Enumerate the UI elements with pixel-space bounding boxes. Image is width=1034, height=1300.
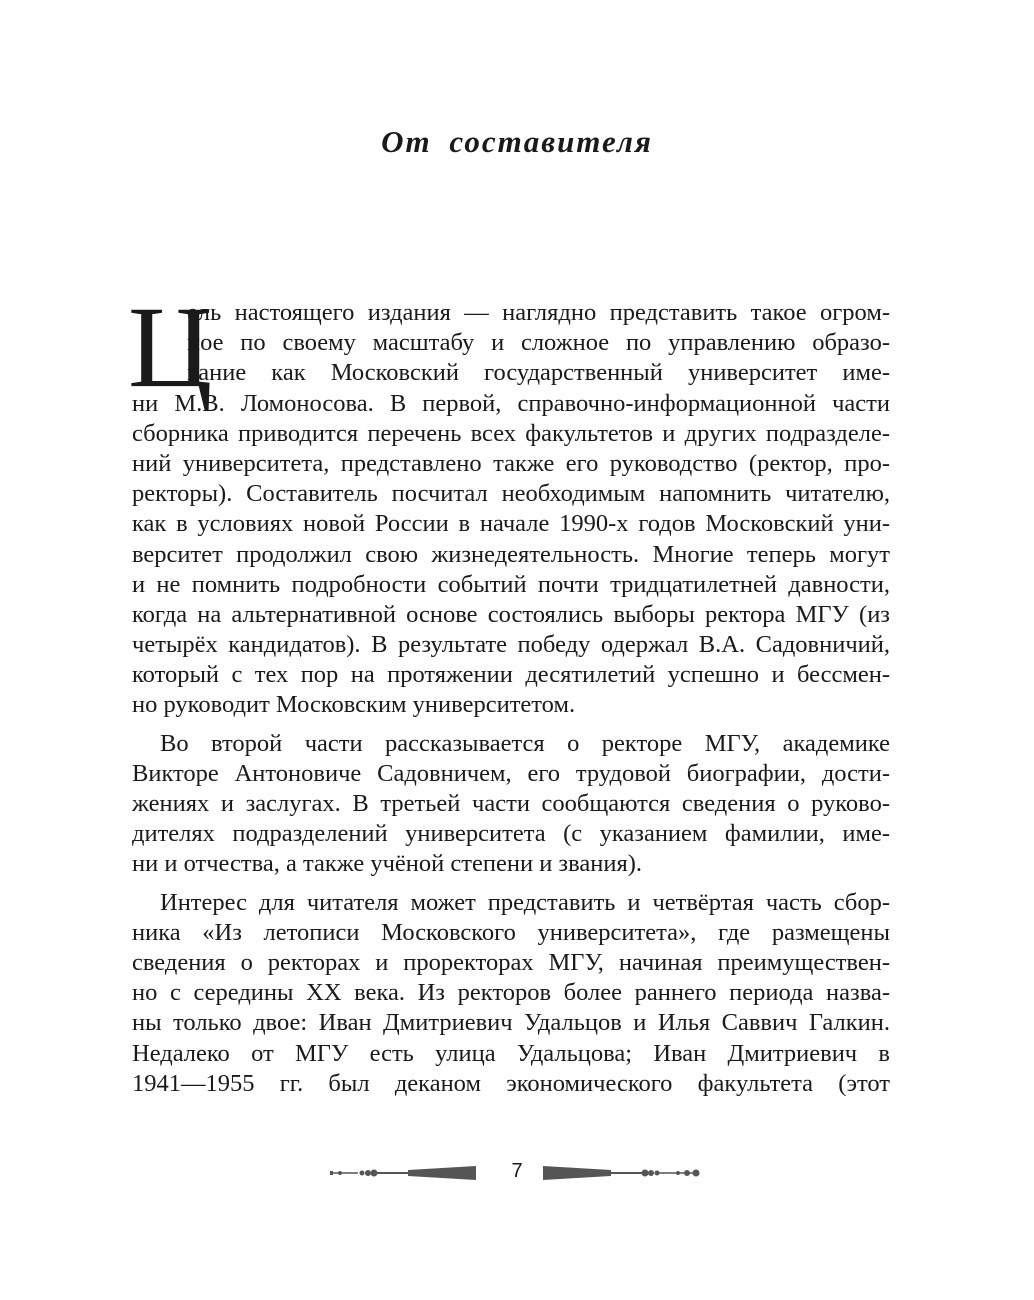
text-line: и не помнить подробности событий почти тридцатилетней давности, <box>132 570 890 598</box>
body-text <box>128 283 890 1099</box>
text-line: четырёх кандидатов). В результате победу одержал В.А. Садовничий, <box>132 631 890 659</box>
text-line: 1941—1955 гг. был деканом экономического факультета (этот <box>132 1069 890 1097</box>
text-line: сведения о ректорах и проректорах МГУ, начиная преимуществен- <box>132 948 890 976</box>
text-line: ное по своему масштабу и сложное по управлению образо- <box>187 329 890 357</box>
text-line: ель настоящего издания — наглядно представить такое огром- <box>187 299 890 326</box>
drop-cap: Ц <box>128 283 213 412</box>
text-line: ни М.В. Ломоносова. В первой, справочно-информационной части <box>132 389 890 417</box>
text-line: ни и отчества, а также учёной степени и звания). <box>132 850 643 878</box>
text-line: который с тех пор на протяжении десятилетий успешно и бессмен- <box>132 661 890 689</box>
text-line: Недалеко от МГУ есть улица Удальцова; Иван Дмитриевич в <box>132 1039 890 1067</box>
text-line: но руководит Московским университетом. <box>132 691 576 719</box>
text-line: когда на альтернативной основе состоялись выборы ректора МГУ (из <box>132 600 890 628</box>
text-line: верситет продолжил свою жизнедеятельность. Многие теперь могут <box>132 540 890 568</box>
text-line: ний университета, представлено также его руководство (ректор, про- <box>132 449 890 477</box>
page-title: От составителя <box>381 124 653 159</box>
text-line: ректоры). Составитель посчитал необходимым напомнить читателю, <box>132 480 890 508</box>
text-line: как в условиях новой России в начале 1990-х годов Московский уни- <box>132 510 890 538</box>
text-line: жениях и заслугах. В третьей части сообщаются сведения о руково- <box>132 790 890 817</box>
text-line: Во второй части рассказывается о ректоре МГУ, академике <box>160 729 890 757</box>
text-line: Интерес для читателя может представить и четвёртая часть сбор- <box>160 888 890 916</box>
text-line: но с середины XX века. Из ректоров более раннего периода назва- <box>132 979 890 1007</box>
text-line: ника «Из летописи Московского университета», где размещены <box>132 918 890 946</box>
paragraph-3 <box>132 888 890 1099</box>
text-line: вание как Московский государственный университет име- <box>187 359 890 387</box>
right-ornament-icon <box>543 1164 701 1182</box>
text-line: Викторе Антоновиче Садовничем, его трудовой биографии, дости- <box>132 759 890 787</box>
page-number: 7 <box>511 1160 523 1182</box>
paragraph-1 <box>132 298 890 721</box>
text-line: сборника приводится перечень всех факультетов и других подразделе- <box>132 419 890 447</box>
paragraph-2 <box>132 729 890 880</box>
text-line: ны только двое: Иван Дмитриевич Удальцов и Илья Саввич Галкин. <box>132 1009 890 1037</box>
page-footer <box>0 1158 1034 1188</box>
text-line: дителях подразделений университета (с указанием фамилии, име- <box>132 820 890 848</box>
